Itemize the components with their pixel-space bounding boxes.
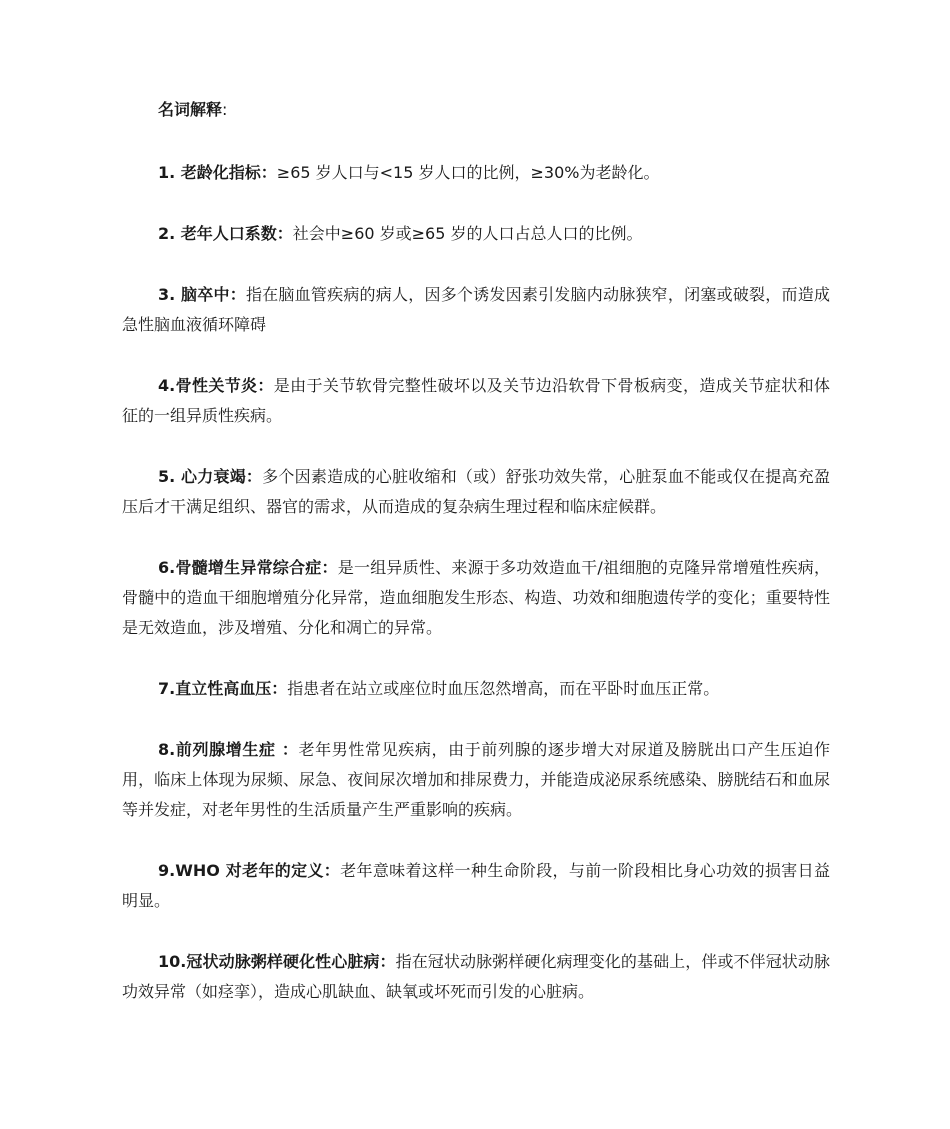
definition-entry-8 <box>122 735 830 825</box>
entry-term: 6.骨髓增生异常综合症： <box>158 558 338 577</box>
entry-term: 9.WHO 对老年的定义： <box>158 861 341 880</box>
section-heading <box>122 0 830 122</box>
definition-entry-2 <box>122 219 830 249</box>
entry-term: 4.骨性关节炎： <box>158 376 274 395</box>
definition-entry-7 <box>122 674 830 704</box>
definition-entry-3 <box>122 280 830 340</box>
entry-term: 8.前列腺增生症 ： <box>158 740 299 759</box>
entry-definition: 社会中≥60 岁或≥65 岁的人口占总人口的比例。 <box>292 224 643 243</box>
entry-definition: 指在脑血管疾病的病人，因多个诱发因素引发脑内动脉狭窄，闭塞或破裂，而造成急性脑血液循环障碍 <box>122 285 830 334</box>
entry-definition: 多个因素造成的心脏收缩和（或）舒张功效失常，心脏泵血不能或仅在提高充盈压后才干满足组织、器官的需求，从而造成的复杂病生理过程和临床症候群。 <box>122 467 830 516</box>
section-heading-colon: : <box>222 100 228 119</box>
entry-definition: 老年意味着这样一种生命阶段，与前一阶段相比身心功效的损害日益明显。 <box>122 861 830 910</box>
entry-term: 1. 老龄化指标： <box>158 163 277 182</box>
entry-definition: ≥65 岁人口与<15 岁人口的比例，≥30%为老龄化。 <box>276 163 660 182</box>
definition-entry-9 <box>122 856 830 916</box>
entry-definition: 是一组异质性、来源于多功效造血干/祖细胞的克隆异常增殖性疾病，骨髓中的造血干细胞增殖分化异常，造血细胞发生形态、构造、功效和细胞遗传学的变化；重要特性是无效造血，涉及增殖、分化和凋亡的异常。 <box>122 558 830 637</box>
entry-definition: 指在冠状动脉粥样硬化病理变化的基础上，伴或不伴冠状动脉功效异常（如痉挛），造成心肌缺血、缺氧或坏死而引发的心脏病。 <box>122 952 830 1001</box>
entry-term: 5. 心力衰竭： <box>158 467 263 486</box>
definition-entry-4 <box>122 371 830 431</box>
entry-definition: 是由于关节软骨完整性破坏以及关节边沿软骨下骨板病变，造成关节症状和体征的一组异质性疾病。 <box>122 376 830 425</box>
section-heading-label: 名词解释 <box>158 100 223 119</box>
entry-term: 7.直立性高血压： <box>158 679 288 698</box>
entry-term: 10.冠状动脉粥样硬化性心脏病： <box>158 952 396 971</box>
entry-definition: 指患者在站立或座位时血压忽然增高，而在平卧时血压正常。 <box>287 679 720 698</box>
definition-entry-10 <box>122 947 830 1007</box>
entry-term: 2. 老年人口系数： <box>158 224 293 243</box>
definition-entry-1 <box>122 158 830 188</box>
definition-entry-6 <box>122 553 830 643</box>
entry-term: 3. 脑卒中： <box>158 285 246 304</box>
entry-definition: 老年男性常见疾病，由于前列腺的逐步增大对尿道及膀胱出口产生压迫作用，临床上体现为尿频、尿急、夜间尿次增加和排尿费力，并能造成泌尿系统感染、膀胱结石和血尿等并发症，对老年男性的生活质量产生严重影响的疾病。 <box>122 740 830 819</box>
definition-entry-5 <box>122 462 830 522</box>
